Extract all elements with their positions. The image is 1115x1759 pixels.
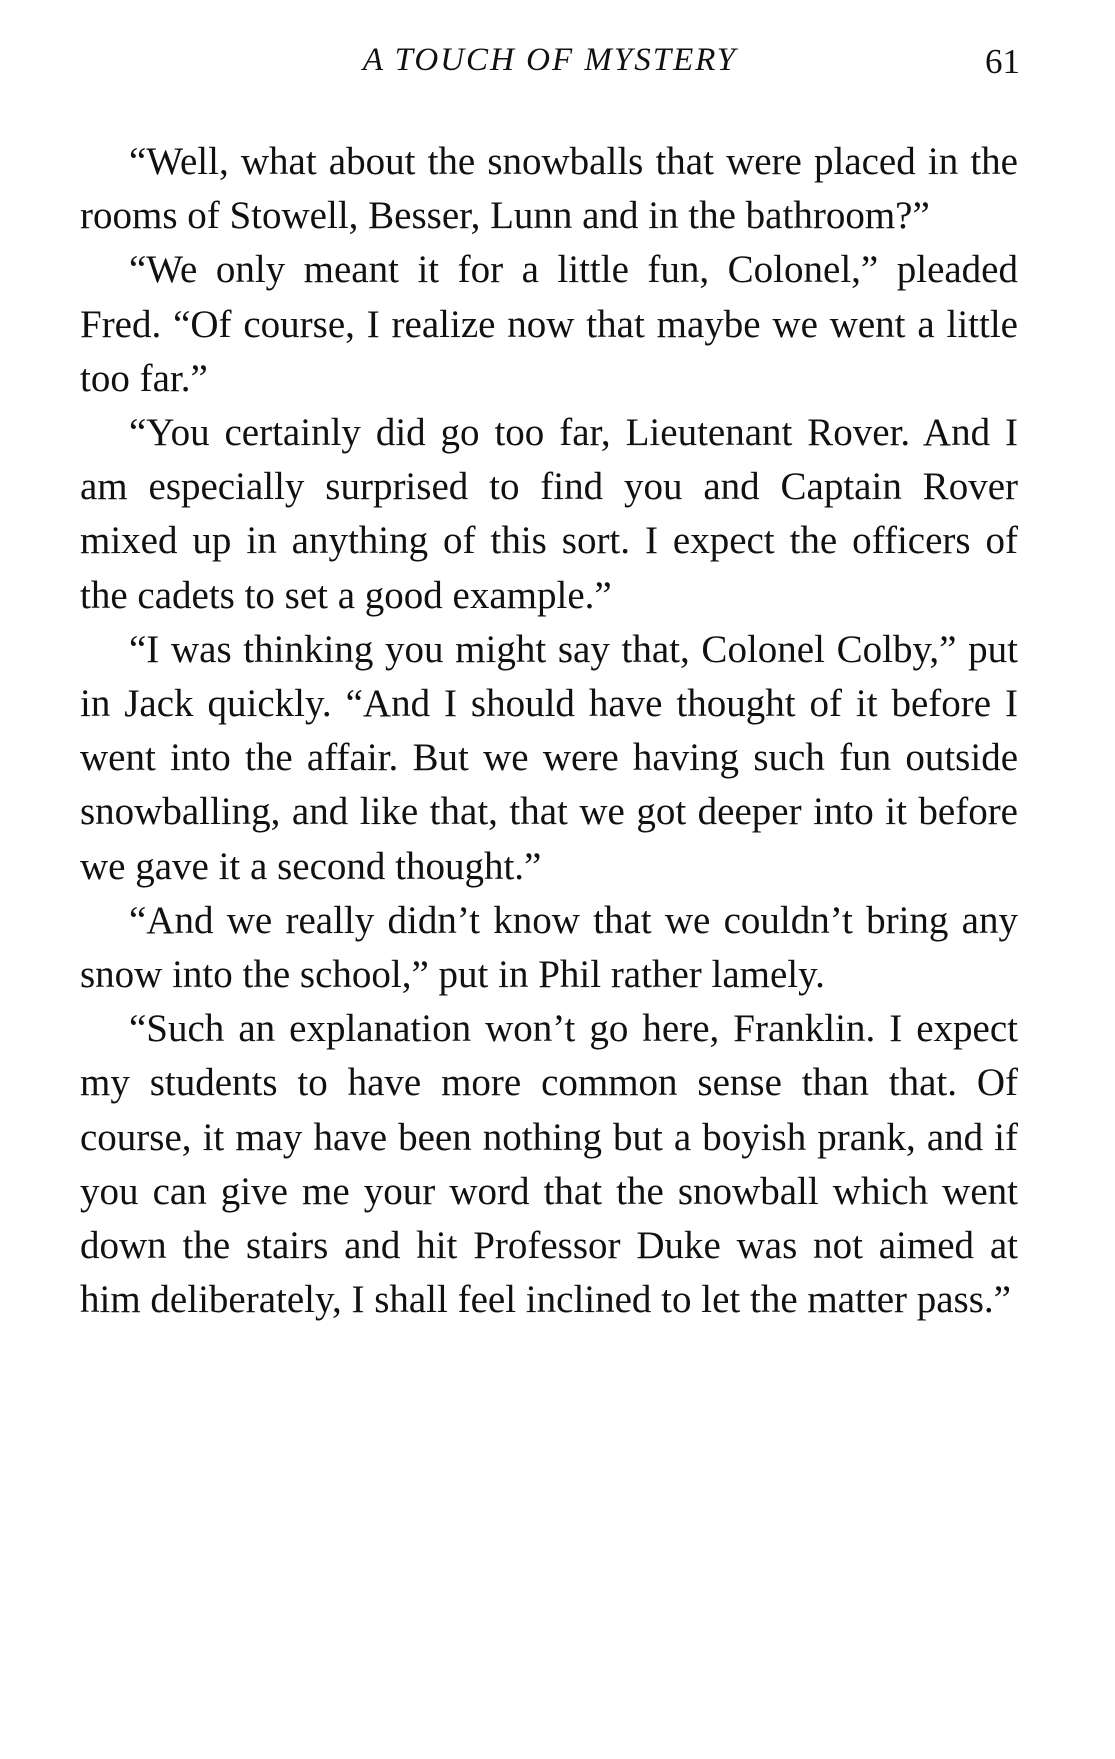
paragraph: “Such an explanation won’t go here, Franklin. I expect my students to have more common sense than that. Of course, it may have been nothing but a boyish prank, and if you can give me your word that the snowball which went down the stairs and hit Professor Duke was not aimed at him deliberately, I shall feel inclined to let the matter pass.” xyxy=(80,1007,1018,1322)
running-head xyxy=(80,42,1020,92)
body-text xyxy=(80,135,1018,1327)
page-number: 61 xyxy=(985,42,1020,81)
chapter-title: A TOUCH OF MYSTERY xyxy=(362,42,738,78)
paragraph: “Well, what about the snowballs that were placed in the rooms of Stowell, Besser, Lunn and in the bathroom?” xyxy=(80,140,1018,238)
paragraph: “You certainly did go too far, Lieutenant Rover. And I am especially surprised to find you and Captain Rover mixed up in anything of this sort. I expect the officers of the cadets to set a good example.” xyxy=(80,411,1018,617)
paragraph: “And we really didn’t know that we couldn’t bring any snow into the school,” put in Phil rather lamely. xyxy=(80,898,1018,997)
paragraph: “I was thinking you might say that, Colonel Colby,” put in Jack quickly. “And I should have thought of it before I went into the affair. But we were having such fun outside snowballing, and like that, that we got deeper into it before we gave it a second thought.” xyxy=(80,627,1018,888)
paragraph: “We only meant it for a little fun, Colonel,” pleaded Fred. “Of course, I realize now that maybe we went a little too far.” xyxy=(80,248,1018,400)
